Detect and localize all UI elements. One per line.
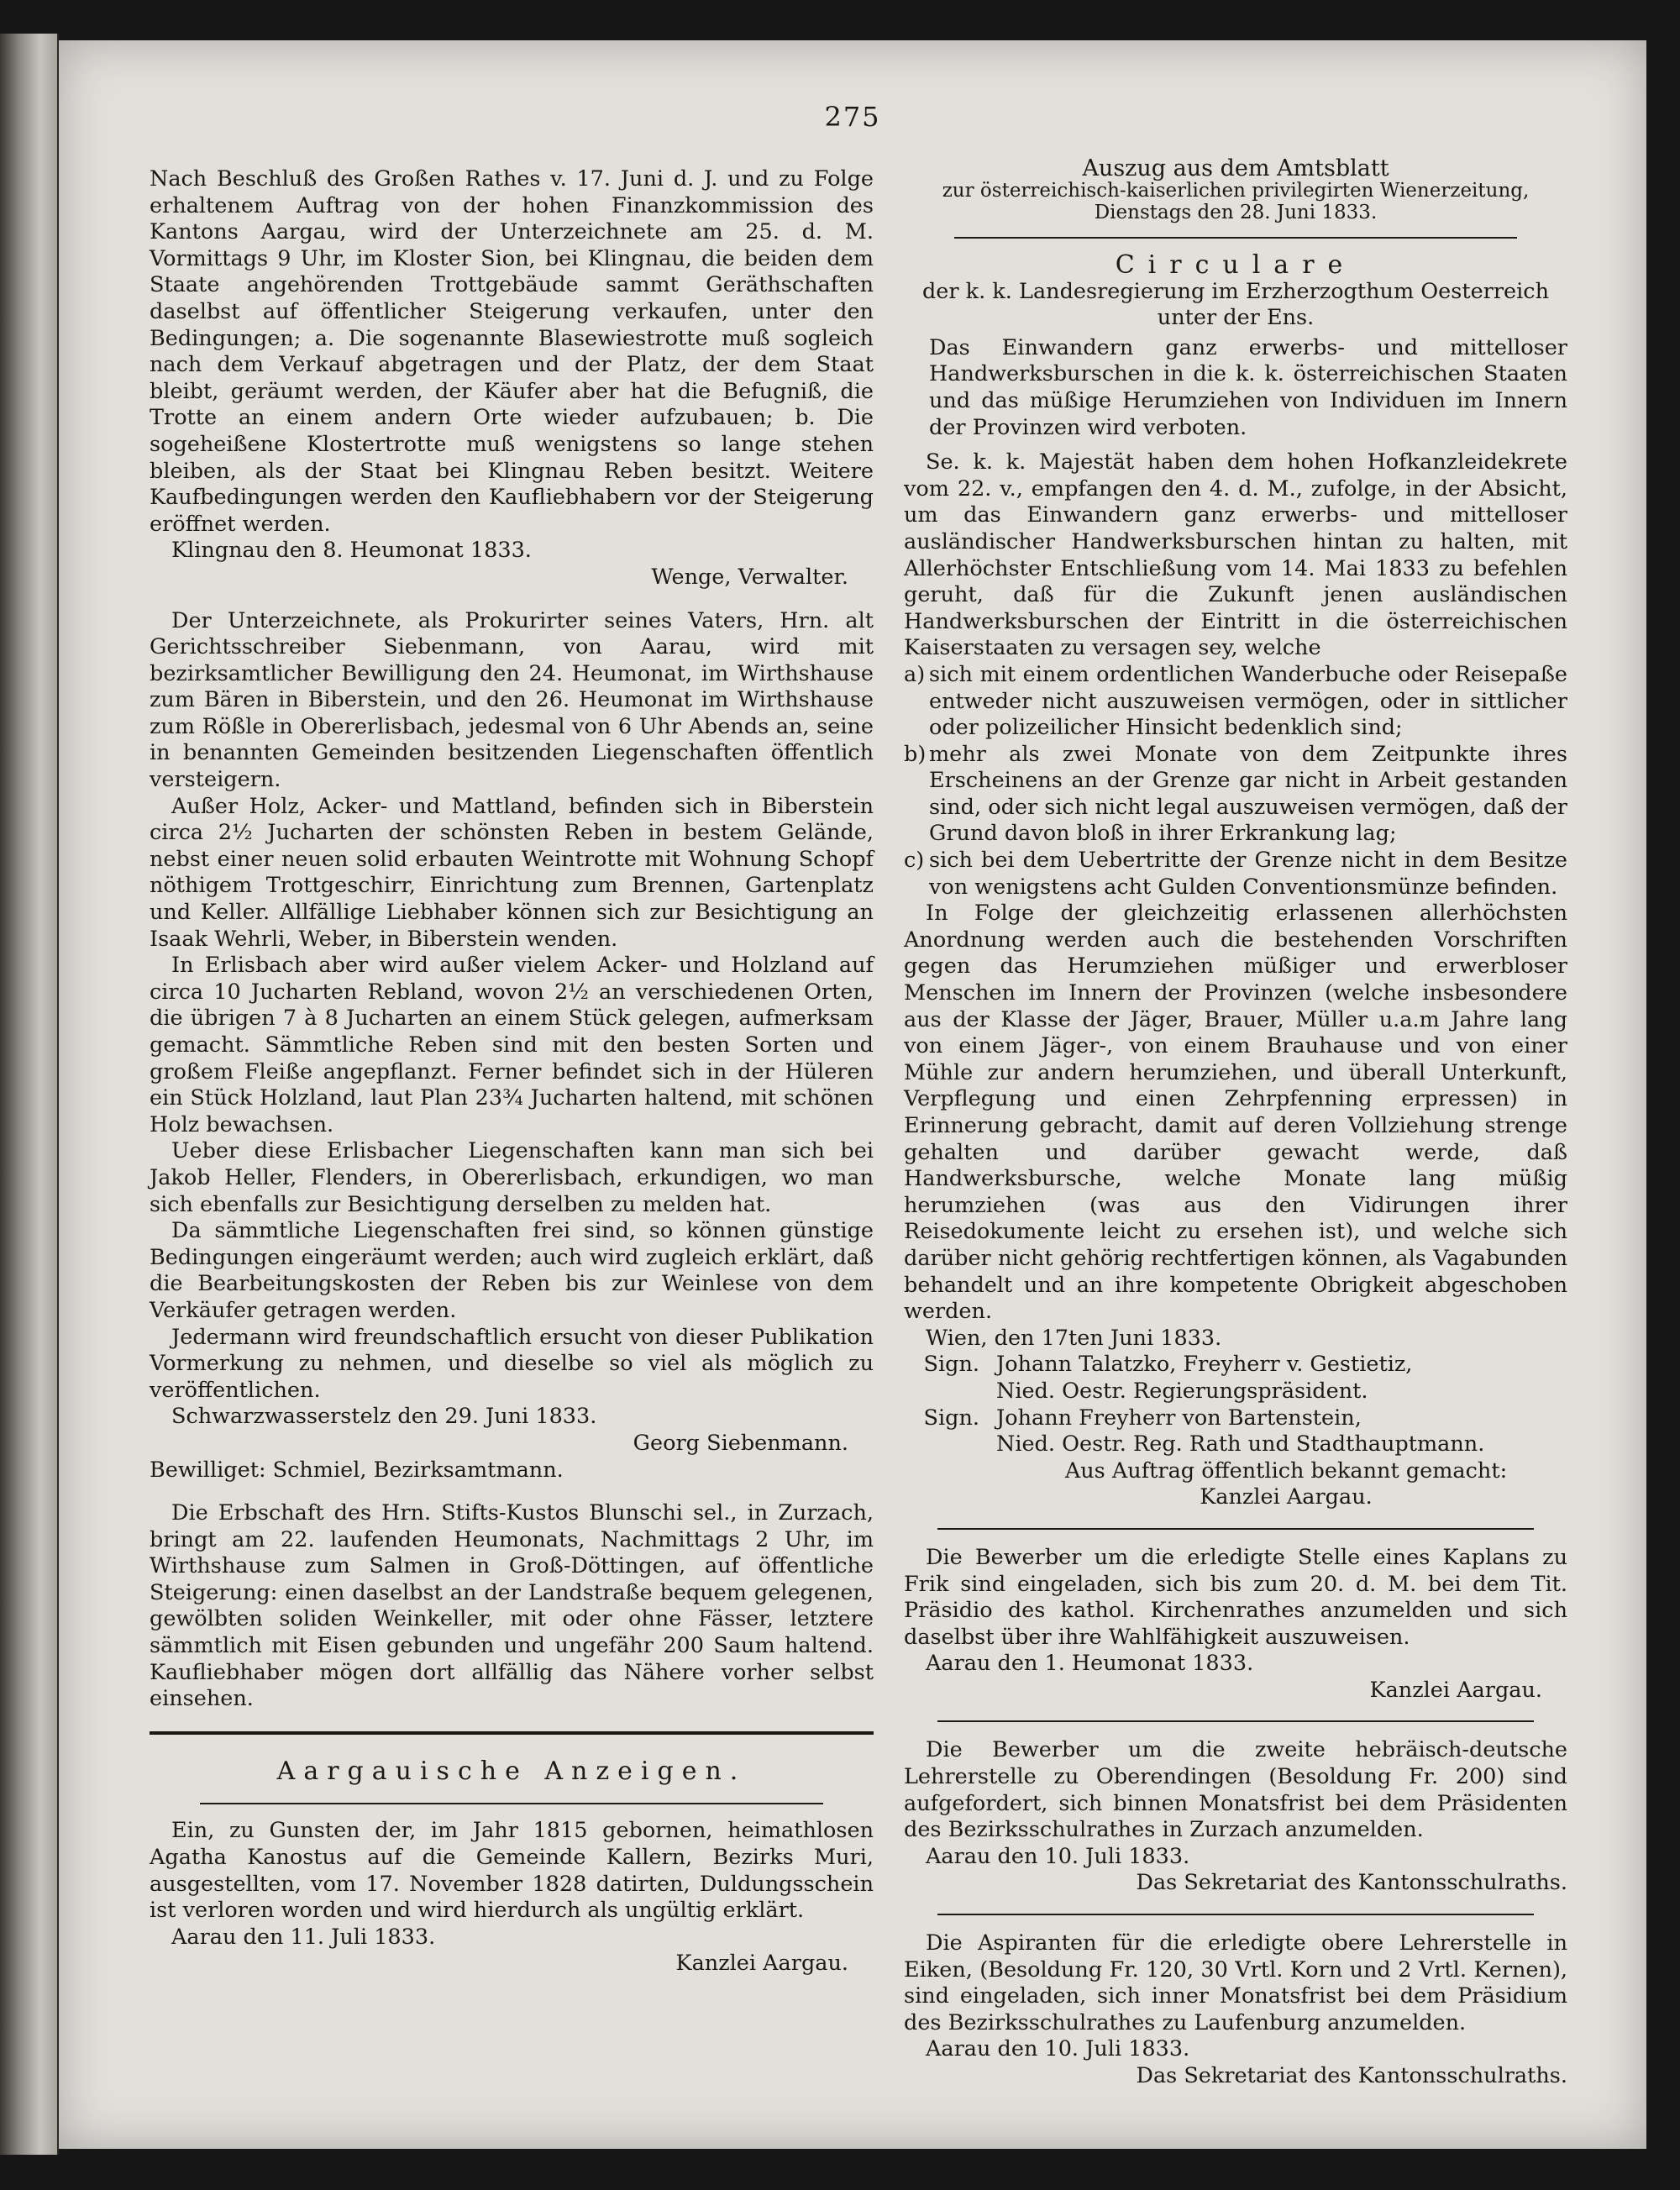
- notice-blunschi: Die Erbschaft des Hrn. Stifts-Kustos Blunschi sel., in Zurzach, bringt am 22. laufenden Heumonats, Nachmittags 2 Uhr, im Wirthshause zum Salmen in Groß-Döttingen, auf öffentliche Steigerung: einen daselbst an der Landstraße bequem gelegenen, gewölbten soliden Weinkeller, mit oder ohne Fässer, letztere sämmtlich mit Eisen gebunden und ungefähr 200 Saum haltend. Kaufliebhaber mögen dort allfällig das Nähere vorher selbst einsehen.: [150, 1500, 874, 1712]
- signature-1-title: Nied. Oestr. Regierungspräsident.: [996, 1378, 1368, 1404]
- section-title-rule: [200, 1803, 823, 1804]
- circulare-body: Se. k. k. Majestät haben dem hohen Hofkanzleidekrete vom 22. v., empfangen den 4. d. M., zufolge, in der Absicht, um das Einwandern ganz erwerbs- und mittelloser ausländischer Handwerksburschen hintan zu halten, mit Allerhöchster Entschließung vom 14. Mai 1833 zu befehlen geruht, daß für die Zukunft jenen ausländischen Handwerksburschen der Eintritt in die österreichischen Kaiserstaaten zu versagen sey, welche: [904, 449, 1567, 661]
- notice-eiken-signature: Das Sekretariat des Kantonsschulraths.: [1136, 2063, 1567, 2088]
- notice-kaplan-signature: Kanzlei Aargau.: [1369, 1677, 1542, 1703]
- divider: [937, 1528, 1534, 1530]
- condition-marker: c): [904, 848, 925, 874]
- condition-marker: a): [904, 661, 926, 687]
- notice-siebenmann-date: Schwarzwasserstelz den 29. Juni 1833.: [171, 1404, 597, 1430]
- notice-oberendingen: Die Bewerber um die zweite hebräisch-deutsche Lehrerstelle zu Oberendingen (Besoldung Fr. 200) sind aufgefordert, sich binnen Monatsfrist bei dem Präsidenten des Bezirksschulrathes in Zurzach anzumelden.: [904, 1737, 1567, 1843]
- notice-klingnau: Nach Beschluß des Großen Rathes v. 17. Juni d. J. und zu Folge erhaltenem Auftrag von der hohen Finanzkommission des Kantons Aargau, wird der Unterzeichnete am 25. d. M. Vormittags 9 Uhr, im Kloster Sion, bei Klingnau, die beiden dem Staate angehörenden Trottgebäude sammt Geräthschaften daselbst auf öffentlicher Steigerung verkaufen, unter den Bedingungen; a. Die sogenannte Blasewiestrotte muß sogleich nach dem Verkauf abgetragen und der Platz, der dem Staat bleibt, geräumt werden, der Käufer aber hat die Befugniß, die Trotte an einem andern Orte wieder aufzubauen; b. Die sogeheißene Klostertrotte muß wenigstens so lange stehen bleiben, als der Staat bei Klingnau Reben besitzt. Weitere Kaufbedingungen werden den Kaufliebhabern vor der Steigerung eröffnet werden.: [150, 166, 874, 537]
- circulare-title: Circulare: [1115, 250, 1357, 280]
- notice-oberendingen-date: Aarau den 10. Juli 1833.: [926, 1843, 1190, 1869]
- condition-item: [904, 662, 1567, 742]
- notice-siebenmann: Der Unterzeichnete, als Prokurirter seines Vaters, Hrn. alt Gerichtsschreiber Siebenmann, von Aarau, wird mit bezirksamtlicher Bewilligung den 24. Heumonat, im Wirthshause zum Bären in Biberstein, und den 26. Heumonat im Wirthshause zum Rößle in Obererlisbach, jedesmal von 6 Uhr Abends an, seine in benannten Gemeinden besitzenden Liegenschaften öffentlich versteigern.: [150, 607, 874, 793]
- circulare-subject: Das Einwandern ganz erwerbs- und mittelloser Handwerksburschen in die k. k. österreichischen Staaten und das müßige Herumziehen von Individuen im Innern der Provinzen wird verboten.: [929, 334, 1567, 440]
- condition-marker: b): [904, 741, 927, 767]
- notice-klingnau-signature: Wenge, Verwalter.: [651, 564, 848, 590]
- right-column: [904, 155, 1567, 2090]
- divider: [937, 1720, 1534, 1722]
- condition-text: sich mit einem ordentlichen Wanderbuche oder Reisepaße entweder nicht auszuweisen vermögen, oder in sittlicher oder polizeilicher Hinsicht bedenklich sind;: [929, 661, 1567, 741]
- book-spine-edge: [0, 34, 59, 2155]
- section-divider: [150, 1731, 874, 1735]
- circulare-date: Wien, den 17ten Juni 1833.: [926, 1325, 1222, 1351]
- condition-text: mehr als zwei Monate von dem Zeitpunkte ihres Erscheinens an der Grenze gar nicht in Arbeit gestanden sind, oder sich nicht legal auszuweisen vermögen, daß der Grund davon bloß in ihrer Erkrankung lag;: [929, 741, 1567, 847]
- page-number: 275: [824, 101, 881, 133]
- notice-oberendingen-signature: Das Sekretariat des Kantonsschulraths.: [1136, 1870, 1567, 1896]
- newspaper-page: [59, 40, 1646, 2149]
- signature-label: Sign.: [923, 1352, 979, 1378]
- notice-eiken: Die Aspiranten für die erledigte obere Lehrerstelle in Eiken, (Besoldung Fr. 120, 30 Vrtl. Korn und 2 Vrtl. Kernen), sind eingeladen, sich inner Monatsfrist bei dem Präsidium des Bezirksschulrathes zu Laufenburg anzumelden.: [904, 1930, 1567, 2035]
- signature-name: Johann Freyherr von Bartenstein,: [996, 1405, 1362, 1431]
- notice-siebenmann-signature: Georg Siebenmann.: [633, 1430, 848, 1456]
- amtsblatt-header: [904, 155, 1567, 223]
- notice-kanostus: Ein, zu Gunsten der, im Jahr 1815 gebornen, heimathlosen Agatha Kanostus auf die Gemeinde Kallern, Bezirks Muri, ausgestellten, vom 17. November 1828 datirten, Duldungsschein ist verloren worden und wird hierdurch als ungültig erklärt.: [150, 1818, 874, 1924]
- amtsblatt-title: Auszug aus dem Amtsblatt: [1082, 155, 1389, 181]
- header-rule: [954, 237, 1517, 239]
- publication-note: Aus Auftrag öffentlich bekannt gemacht:: [1064, 1457, 1508, 1484]
- condition-text: sich bei dem Uebertritte der Grenze nicht in dem Besitze von wenigstens acht Gulden Conventionsmünze befinden.: [929, 848, 1567, 900]
- signature-2: [904, 1405, 1567, 1432]
- section-title: Aargauische Anzeigen.: [276, 1756, 747, 1786]
- circulare-region: unter der Ens.: [1157, 305, 1315, 331]
- signature-2-title: Nied. Oestr. Reg. Rath und Stadthauptmann.: [996, 1431, 1485, 1457]
- notice-approval: Bewilliget: Schmiel, Bezirksamtmann.: [150, 1457, 564, 1483]
- notice-kanostus-date: Aarau den 11. Juli 1833.: [171, 1924, 436, 1950]
- notice-biberstein: Außer Holz, Acker- und Mattland, befinden sich in Biberstein circa 2½ Jucharten der schönsten Reben in bestem Gelände, nebst einer neuen solid erbauten Weintrotte mit Wohnung Schopf nöthigem Trottgeschirr, Einrichtung zum Brennen, Gartenplatz und Keller. Allfällige Liebhaber können sich zur Besichtigung an Isaak Wehrli, Weber, in Biberstein wenden.: [150, 793, 874, 952]
- notice-conditions: Da sämmtliche Liegenschaften frei sind, so können günstige Bedingungen eingeräumt werden; auch wird zugleich erklärt, daß die Bearbeitungskosten der Reben bis zur Weinlese von dem Verkäufer getragen werden.: [150, 1218, 874, 1323]
- signature-1: [904, 1352, 1567, 1379]
- notice-erlisbach: In Erlisbach aber wird außer vielem Acker- und Holzland auf circa 10 Jucharten Rebland, wovon 2½ an verschiedenen Orten, die übrigen 7 à 8 Jucharten an einem Stück gelegen, aufmerksam gemacht. Sämmtliche Reben sind mit den besten Sorten und großem Fleiße angepflanzt. Ferner befindet sich in der Hüleren ein Stück Holzland, laut Plan 23¾ Jucharten haltend, mit schönen Holz bewachsen.: [150, 953, 874, 1137]
- notice-eiken-date: Aarau den 10. Juli 1833.: [926, 2036, 1190, 2062]
- condition-item: [904, 742, 1567, 848]
- notice-kanostus-signature: Kanzlei Aargau.: [675, 1951, 848, 1977]
- left-column: [150, 166, 874, 1977]
- notice-klingnau-date: Klingnau den 8. Heumonat 1833.: [171, 538, 532, 564]
- notice-erlisbach-contact: Ueber diese Erlisbacher Liegenschaften kann man sich bei Jakob Heller, Flenders, in Obererlisbach, erkundigen, wo man sich ebenfalls zur Besichtigung derselben zu melden hat.: [150, 1138, 874, 1217]
- signature-name: Johann Talatzko, Freyherr v. Gestietiz,: [996, 1352, 1413, 1378]
- amtsblatt-subtitle: zur österreichisch-kaiserlichen privilegirten Wienerzeitung, Dienstags den 28. Juni 1833.: [942, 180, 1530, 223]
- notice-kaplan: Die Bewerber um die erledigte Stelle eines Kaplans zu Frik sind eingeladen, sich bis zum 20. d. M. bei dem Tit. Präsidio des kathol. Kirchenrathes anzumelden und sich daselbst über ihre Wahlfähigkeit auszuweisen.: [904, 1544, 1567, 1650]
- publication-office: Kanzlei Aargau.: [1200, 1484, 1373, 1510]
- signature-label: Sign.: [923, 1405, 979, 1431]
- condition-item: [904, 848, 1567, 901]
- divider: [937, 1914, 1534, 1915]
- circulare-authority: der k. k. Landesregierung im Erzherzogthum Oesterreich: [921, 278, 1550, 304]
- circulare-body-2: In Folge der gleichzeitig erlassenen allerhöchsten Anordnung werden auch die bestehenden Vorschriften gegen das Herumziehen müßiger und erwerbloser Menschen im Innern der Provinzen (welche insbesondere aus der Klasse der Jäger, Brauer, Müller u.a.m Jahre lang von einem Jäger-, von einem Brauhause und von einer Mühle zur andern herumziehen, und überall Unterkunft, Verpflegung und einen Zehrpfenning erpressen) in Erinnerung gebracht, damit auf deren Vollziehung strenge gehalten und darüber gewacht werde, daß Handwerksbursche, welche Monate lang müßig herumziehen (was aus den Vidirungen ihrer Reisedokumente leicht zu ersehen ist), und welche sich darüber nicht gehörig rechtfertigen können, als Vagabunden behandelt und an ihre kompetente Obrigkeit abgeschoben werden.: [904, 901, 1567, 1325]
- notice-publication: Jedermann wird freundschaftlich ersucht von dieser Publikation Vormerkung zu nehmen, und dieselbe so viel als möglich zu veröffentlichen.: [150, 1324, 874, 1403]
- notice-kaplan-date: Aarau den 1. Heumonat 1833.: [926, 1651, 1254, 1677]
